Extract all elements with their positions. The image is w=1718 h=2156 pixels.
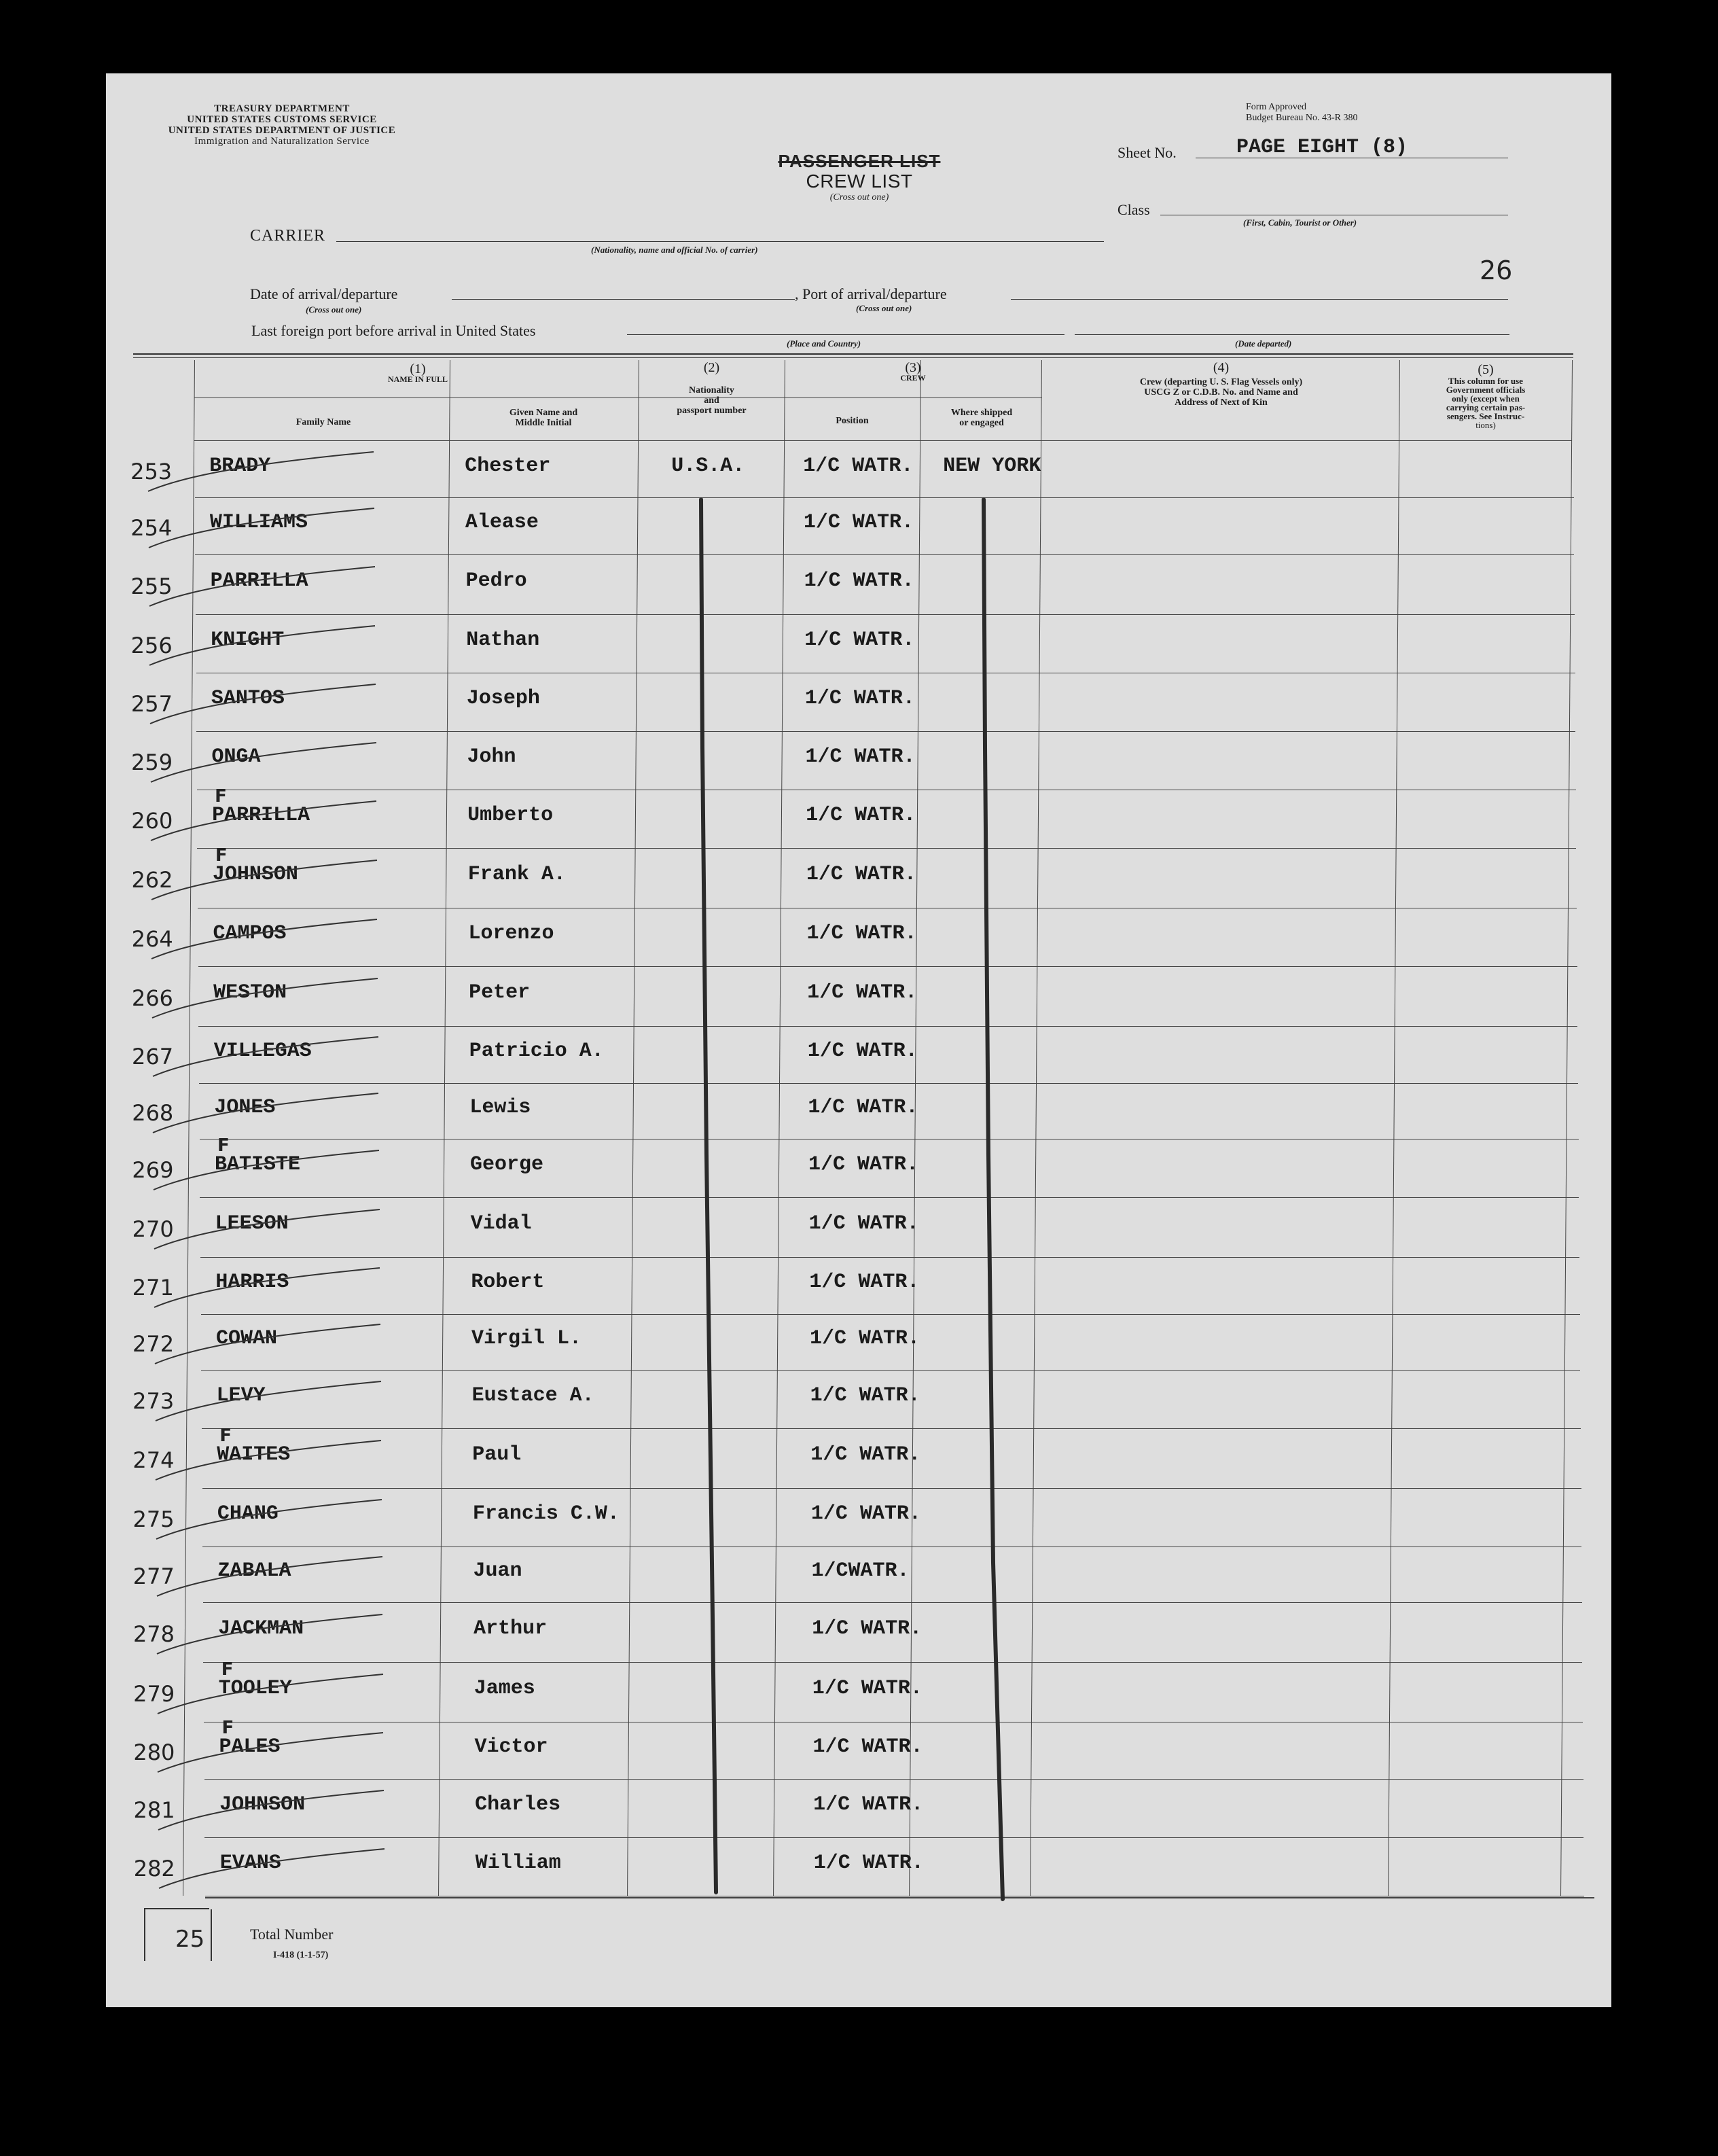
title-note: (Cross out one) [829, 192, 889, 202]
port-label: , Port of arrival/departure [795, 285, 947, 302]
family-name: JOHNSON [212, 863, 298, 886]
title-struck: PASSENGER LIST [778, 151, 941, 171]
family-name: COWAN [215, 1327, 277, 1350]
given-name: Chester [465, 455, 551, 478]
family-name: CHANG [217, 1502, 279, 1525]
col5-line-6: tions) [1475, 420, 1496, 430]
position: 1/C WATR. [807, 1040, 918, 1063]
given-name: Victor [474, 1735, 548, 1759]
f-mark: F [217, 1135, 230, 1156]
col5-line-4: carrying certain pas- [1446, 402, 1526, 412]
col5-line-2: Government officials [1446, 385, 1526, 395]
col5-line-1: This column for use [1448, 376, 1523, 386]
row-number: 254 [130, 515, 173, 541]
col2-line-1: Nationality [689, 385, 734, 395]
f-mark: F [215, 786, 227, 807]
row-number: 275 [132, 1506, 175, 1532]
col3-title: CREW [900, 373, 926, 383]
last-port-hint-place: (Place and Country) [787, 338, 861, 349]
row-number: 278 [132, 1621, 175, 1647]
row-number: 264 [131, 926, 173, 952]
family-name: PARRILLA [210, 569, 308, 593]
agency-line-1: TREASURY DEPARTMENT [214, 103, 350, 114]
last-port-hint-date: (Date departed) [1235, 338, 1292, 349]
position: 1/C WATR. [809, 1271, 920, 1294]
position: 1/CWATR. [811, 1559, 910, 1583]
date-label: Date of arrival/departure [250, 285, 398, 302]
position: 1/C WATR. [807, 981, 918, 1004]
row-number: 256 [130, 633, 173, 658]
family-name: CAMPOS [213, 922, 287, 945]
port-hint: (Cross out one) [856, 303, 912, 313]
total-value: 25 [175, 1926, 205, 1953]
shipped-ditto-line [984, 499, 1003, 1899]
given-name: Lewis [469, 1096, 531, 1119]
row-number: 279 [133, 1681, 175, 1707]
col3-number: (3) [905, 360, 921, 375]
agency-line-3: UNITED STATES DEPARTMENT OF JUSTICE [168, 125, 396, 136]
given-name: John [467, 745, 516, 768]
row-number: 255 [130, 573, 173, 599]
sheet-label: Sheet No. [1117, 144, 1177, 161]
given-name: Virgil L. [471, 1327, 581, 1350]
row-number: 270 [132, 1216, 174, 1242]
family-name: JONES [214, 1096, 276, 1119]
col5-line-5: sengers. See Instruc- [1446, 411, 1525, 421]
position: 1/C WATR. [813, 1852, 924, 1875]
col2-line-2: and [704, 395, 719, 406]
col-shipped-line-2: or engaged [959, 418, 1004, 428]
position: 1/C WATR. [812, 1617, 923, 1640]
given-name: Umberto [467, 804, 554, 827]
row-number: 257 [130, 691, 173, 717]
agency-line-4: Immigration and Naturalization Service [194, 136, 370, 147]
family-name: LEVY [216, 1384, 266, 1407]
form-approved-line-1: Form Approved [1246, 102, 1307, 112]
carrier-label: CARRIER [250, 227, 326, 245]
position: 1/C WATR. [810, 1443, 921, 1466]
row-number: 253 [130, 459, 173, 484]
given-name: Juan [473, 1559, 522, 1583]
given-name: George [470, 1153, 544, 1176]
position: 1/C WATR. [806, 922, 917, 945]
family-name: PARRILLA [212, 804, 310, 827]
family-name: KNIGHT [211, 629, 285, 652]
position: 1/C WATR. [812, 1677, 923, 1700]
position: 1/C WATR. [804, 569, 914, 593]
given-name: Eustace A. [471, 1384, 594, 1407]
f-mark: F [215, 845, 228, 866]
date-hint: (Cross out one) [306, 304, 362, 315]
given-name: Alease [465, 511, 539, 534]
f-mark: F [221, 1718, 234, 1738]
family-name: PALES [219, 1735, 281, 1759]
form-approved-line-2: Budget Bureau No. 43-R 380 [1246, 113, 1358, 123]
given-name: Francis C.W. [472, 1502, 620, 1525]
given-name: Robert [471, 1271, 545, 1294]
given-name: Frank A. [467, 863, 566, 886]
col-shipped-line-1: Where shipped [950, 408, 1013, 418]
col2-line-3: passport number [677, 406, 747, 416]
given-name: Paul [472, 1443, 522, 1466]
position: 1/C WATR. [803, 455, 914, 478]
title-main: CREW LIST [806, 171, 913, 192]
form-number: I-418 (1-1-57) [273, 1950, 329, 1960]
position: 1/C WATR. [808, 1096, 918, 1119]
carrier-hint: (Nationality, name and official No. of carrier) [591, 245, 758, 255]
class-hint: (First, Cabin, Tourist or Other) [1243, 217, 1357, 228]
family-name: LEESON [215, 1212, 289, 1235]
position: 1/C WATR. [809, 1327, 920, 1350]
col1-number: (1) [410, 361, 426, 376]
agency-line-2: UNITED STATES CUSTOMS SERVICE [187, 114, 377, 125]
position: 1/C WATR. [813, 1793, 924, 1816]
col5-line-3: only (except when [1452, 393, 1520, 404]
col1-title: NAME IN FULL [387, 374, 448, 384]
col-given-line-2: Middle Initial [515, 418, 572, 428]
family-name: WESTON [213, 981, 287, 1004]
row-number: 271 [132, 1275, 174, 1301]
row-number: 269 [132, 1157, 174, 1183]
col-given-line-1: Given Name and [509, 408, 578, 418]
family-name: VILLEGAS [213, 1040, 312, 1063]
col-position-header: Position [836, 416, 869, 426]
given-name: Patricio A. [469, 1040, 604, 1063]
row-number: 281 [133, 1797, 175, 1823]
given-name: Peter [469, 981, 531, 1004]
handwritten-page-number: 26 [1480, 255, 1513, 285]
family-name: JACKMAN [218, 1617, 304, 1640]
sheet-value: PAGE EIGHT (8) [1236, 136, 1408, 159]
row-number: 277 [132, 1563, 175, 1589]
total-box-top [144, 1908, 209, 1909]
family-name: TOOLEY [218, 1677, 292, 1700]
given-name: Nathan [466, 629, 540, 652]
family-name: JOHNSON [219, 1793, 306, 1816]
row-number: 272 [132, 1331, 175, 1357]
family-name: BATISTE [215, 1153, 301, 1176]
position: 1/C WATR. [805, 745, 916, 768]
family-name: WAITES [217, 1443, 291, 1466]
position: 1/C WATR. [804, 687, 915, 710]
col-family-header: Family Name [296, 417, 351, 427]
f-mark: F [221, 1659, 234, 1680]
nationality-ditto-line [701, 499, 716, 1892]
position: 1/C WATR. [803, 511, 914, 534]
family-name: HARRIS [215, 1271, 289, 1294]
family-name: EVANS [219, 1852, 281, 1875]
row-number: 268 [132, 1100, 174, 1126]
position: 1/C WATR. [810, 1502, 921, 1525]
col4-line-3: Address of Next of Kin [1175, 397, 1268, 408]
family-name: ZABALA [217, 1559, 291, 1583]
col4-line-1: Crew (departing U. S. Flag Vessels only) [1139, 377, 1303, 387]
col4-line-2: USCG Z or C.D.B. No. and Name and [1144, 387, 1298, 397]
row-number: 259 [131, 749, 173, 775]
row-number: 260 [131, 808, 173, 834]
row-number: 282 [133, 1856, 175, 1881]
row-number: 273 [132, 1388, 175, 1414]
position: 1/C WATR. [808, 1212, 919, 1235]
total-label: Total Number [250, 1926, 334, 1943]
row-number: 267 [132, 1044, 174, 1070]
family-name: WILLIAMS [209, 511, 308, 534]
family-name: BRADY [209, 455, 271, 478]
position: 1/C WATR. [812, 1735, 923, 1759]
position: 1/C WATR. [808, 1153, 919, 1176]
given-name: William [475, 1852, 561, 1875]
col4-number: (4) [1213, 360, 1230, 375]
position: 1/C WATR. [810, 1384, 920, 1407]
last-port-label: Last foreign port before arrival in United States [251, 322, 536, 339]
given-name: Vidal [470, 1212, 532, 1235]
shipped-at: NEW YORK [943, 455, 1041, 478]
position: 1/C WATR. [806, 863, 916, 886]
nationality: U.S.A. [671, 455, 745, 478]
f-mark: F [219, 1426, 232, 1446]
position: 1/C WATR. [806, 804, 916, 827]
col5-number: (5) [1478, 362, 1494, 377]
col2-number: (2) [703, 360, 720, 375]
row-number: 274 [132, 1447, 175, 1473]
row-number: 266 [131, 985, 173, 1011]
given-name: Joseph [466, 687, 540, 710]
given-name: Arthur [473, 1617, 548, 1640]
given-name: Charles [475, 1793, 561, 1816]
row-number: 262 [131, 867, 173, 893]
row-number: 280 [133, 1739, 175, 1765]
given-name: James [473, 1677, 535, 1700]
family-name: SANTOS [211, 687, 285, 710]
family-name: ONGA [211, 745, 261, 768]
position: 1/C WATR. [804, 629, 915, 652]
class-label: Class [1117, 201, 1150, 218]
given-name: Pedro [465, 569, 527, 593]
given-name: Lorenzo [468, 922, 554, 945]
